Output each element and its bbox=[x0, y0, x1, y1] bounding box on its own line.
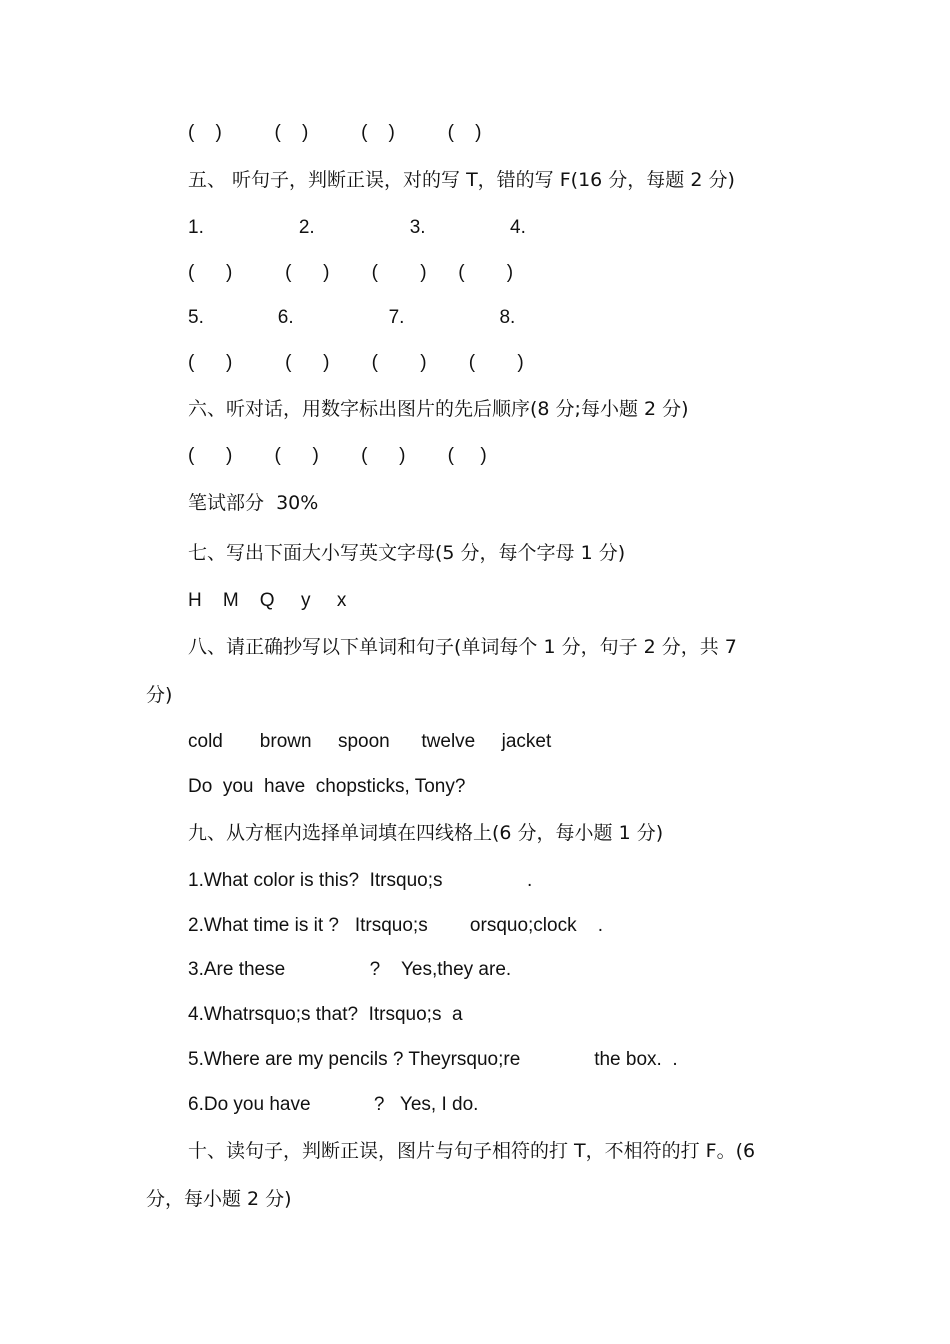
section-9-question-2: 2.What time is it ? Itrsquo;s orsquo;clock . bbox=[188, 915, 603, 936]
section-8-heading: 八、请正确抄写以下单词和句子(单词每个 1 分，句子 2 分，共 7 bbox=[188, 636, 737, 658]
section-10-heading-continued: 分，每小题 2 分) bbox=[146, 1188, 292, 1210]
section-8-heading-continued: 分) bbox=[146, 684, 173, 706]
section-6-brackets: ( ) ( ) ( ) ( ) bbox=[188, 445, 487, 466]
answer-brackets-row-1: ( ) ( ) ( ) ( ) bbox=[188, 122, 482, 143]
section-7-heading: 七、写出下面大小写英文字母(5 分，每个字母 1 分) bbox=[188, 542, 626, 564]
section-5-brackets-5-8: ( ) ( ) ( ) ( ) bbox=[188, 352, 524, 373]
section-8-sentence: Do you have chopsticks, Tony? bbox=[188, 776, 466, 797]
section-9-question-5: 5.Where are my pencils ? Theyrsquo;re the box. . bbox=[188, 1049, 678, 1070]
section-7-letters: H M Q y x bbox=[188, 590, 347, 611]
section-10-heading: 十、读句子，判断正误，图片与句子相符的打 T，不相符的打 F。(6 bbox=[188, 1140, 756, 1162]
section-6-heading: 六、听对话，用数字标出图片的先后顺序(8 分;每小题 2 分) bbox=[188, 398, 689, 420]
section-9-question-1: 1.What color is this? Itrsquo;s . bbox=[188, 870, 533, 891]
section-9-question-3: 3.Are these ? Yes,they are. bbox=[188, 959, 512, 980]
section-9-question-6: 6.Do you have ? Yes, I do. bbox=[188, 1094, 479, 1115]
section-5-brackets-1-4: ( ) ( ) ( ) ( ) bbox=[188, 262, 514, 283]
section-9-heading: 九、从方框内选择单词填在四线格上(6 分，每小题 1 分) bbox=[188, 822, 664, 844]
section-8-words: cold brown spoon twelve jacket bbox=[188, 731, 552, 752]
section-5-heading: 五、 听句子，判断正误，对的写 T，错的写 F(16 分，每题 2 分) bbox=[188, 169, 735, 191]
section-5-numbers-5-8: 5. 6. 7. 8. bbox=[188, 307, 516, 328]
section-9-question-4: 4.Whatrsquo;s that? Itrsquo;s a bbox=[188, 1004, 463, 1025]
written-part-heading: 笔试部分 30% bbox=[188, 492, 319, 514]
section-5-numbers-1-4: 1. 2. 3. 4. bbox=[188, 217, 526, 238]
